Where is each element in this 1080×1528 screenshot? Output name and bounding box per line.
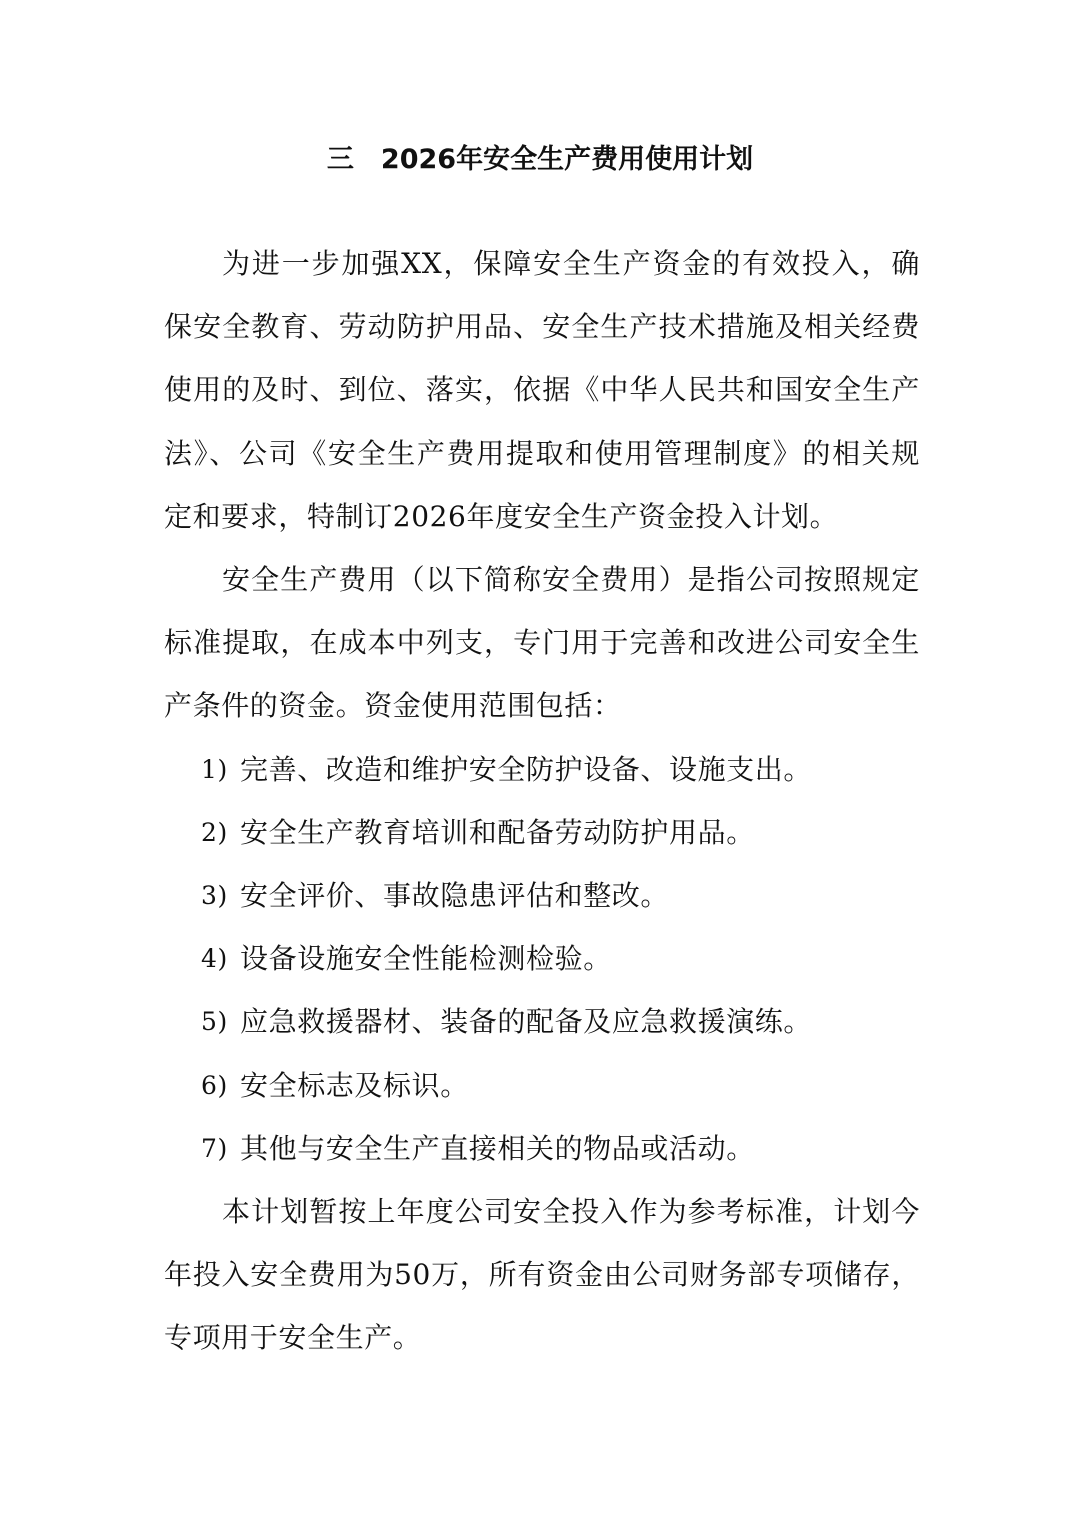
page-title: 三 2026年安全生产费用使用计划 — [326, 144, 754, 175]
list-item — [164, 864, 920, 927]
list-item-number: 2) — [201, 817, 228, 847]
list-item-number: 3) — [201, 881, 228, 911]
definition-paragraph: 安全生产费用（以下简称安全费用）是指公司按照规定标准提取，在成本中列支，专门用于完善和改进公司安全生产条件的资金。资金使用范围包括： — [164, 563, 920, 723]
list-item-number: 1) — [201, 754, 228, 784]
list-item-text: 安全标志及标识。 — [240, 1068, 469, 1102]
list-item — [164, 1054, 920, 1117]
list-item — [164, 801, 920, 864]
list-item-text: 完善、改造和维护安全防护设备、设施支出。 — [240, 752, 813, 786]
list-item — [164, 738, 920, 801]
list-item-number: 4) — [201, 944, 228, 974]
list-item — [164, 927, 920, 990]
list-item-number: 7) — [201, 1133, 228, 1163]
list-item-text: 安全评价、事故隐患评估和整改。 — [240, 879, 670, 913]
list-item-number: 5) — [201, 1007, 228, 1037]
list-item — [164, 990, 920, 1053]
list-item-text: 设备设施安全性能检测检验。 — [240, 942, 612, 976]
list-item-text: 其他与安全生产直接相关的物品或活动。 — [240, 1131, 755, 1165]
usage-scope-list — [164, 738, 920, 1180]
list-item-number: 6) — [201, 1070, 228, 1100]
list-item-text: 应急救援器材、装备的配备及应急救援演练。 — [240, 1005, 813, 1039]
list-item — [164, 1117, 920, 1180]
document-body — [164, 232, 920, 1370]
list-item-text: 安全生产教育培训和配备劳动防护用品。 — [240, 815, 755, 849]
intro-paragraph: 为进一步加强XX，保障安全生产资金的有效投入，确保安全教育、劳动防护用品、安全生产技术措施及相关经费使用的及时、到位、落实，依据《中华人民共和国安全生产法》、公司《安全生产费用提取和使用管理制度》的相关规定和要求，特制订2026年度安全生产资金投入计划。 — [164, 247, 920, 533]
closing-paragraph: 本计划暂按上年度公司安全投入作为参考标准，计划今年投入安全费用为50万，所有资金由公司财务部专项储存，专项用于安全生产。 — [164, 1195, 920, 1355]
